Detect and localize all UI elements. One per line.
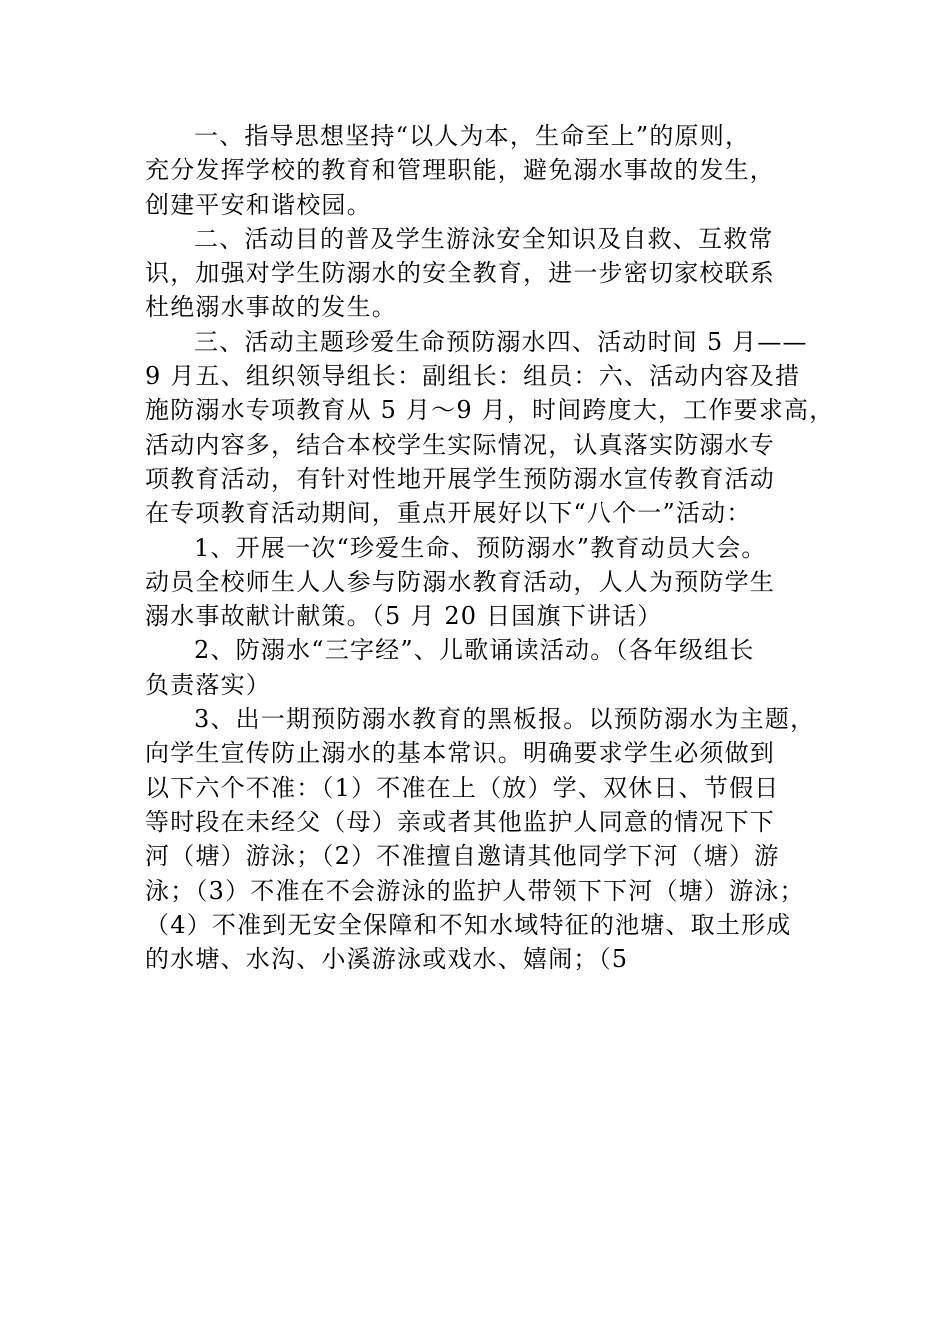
text-line: 河（塘）游泳；（2）不准擅自邀请其他同学下河（塘）游 (145, 842, 780, 871)
text-line: 识，加强对学生防溺水的安全教育，进一步密切家校联系 (145, 259, 775, 288)
text-line: 创建平安和谐校园。 (145, 190, 372, 219)
text-line: 溺水事故献计献策。（5 月 20 日国旗下讲话） (145, 602, 663, 631)
text-line: 9 月五、组织领导组长：副组长：组员：六、活动内容及措 (145, 362, 801, 391)
text-line: 活动内容多，结合本校学生实际情况，认真落实防溺水专 (145, 430, 775, 459)
text-line: 泳；（3）不准在不会游泳的监护人带领下下河（塘）游泳； (145, 876, 805, 905)
text-line: 充分发挥学校的教育和管理职能，避免溺水事故的发生， (145, 156, 775, 185)
text-line: 3、出一期预防溺水教育的黑板报。以预防溺水为主题， (194, 705, 816, 734)
text-line: 一、指导思想坚持“以人为本，生命至上”的原则， (194, 122, 751, 150)
text-line: 项教育活动，有针对性地开展学生预防溺水宣传教育活动 (145, 464, 775, 493)
text-line: 杜绝溺水事故的发生。 (145, 293, 397, 322)
text-line: 向学生宣传防止溺水的基本常识。明确要求学生必须做到 (145, 739, 775, 768)
text-line: 2、防溺水“三字经”、儿歌诵读活动。（各年级组长 (194, 636, 755, 665)
text-line: 在专项教育活动期间，重点开展好以下“八个一”活动： (145, 499, 752, 528)
text-line: 等时段在未经父（母）亲或者其他监护人同意的情况下下 (145, 807, 775, 836)
text-line: 1、开展一次“珍爱生命、预防溺水”教育动员大会。 (194, 533, 767, 562)
text-line: 的水塘、水沟、小溪游泳或戏水、嬉闹；（5 (145, 945, 629, 974)
text-line: 负责落实） (145, 670, 271, 699)
text-line: 二、活动目的普及学生游泳安全知识及自救、互救常 (194, 224, 774, 253)
document-body (145, 119, 835, 976)
text-line: 动员全校师生人人参与防溺水教育活动，人人为预防学生 (145, 567, 775, 596)
text-line: 三、活动主题珍爱生命预防溺水四、活动时间 5 月—— (194, 327, 808, 356)
text-line: （4）不准到无安全保障和不知水域特征的池塘、取土形成 (145, 910, 792, 939)
text-line: 以下六个不准：（1）不准在上（放）学、双休日、节假日 (145, 773, 780, 802)
text-line: 施防溺水专项教育从 5 月～9 月，时间跨度大，工作要求高， (145, 396, 835, 425)
